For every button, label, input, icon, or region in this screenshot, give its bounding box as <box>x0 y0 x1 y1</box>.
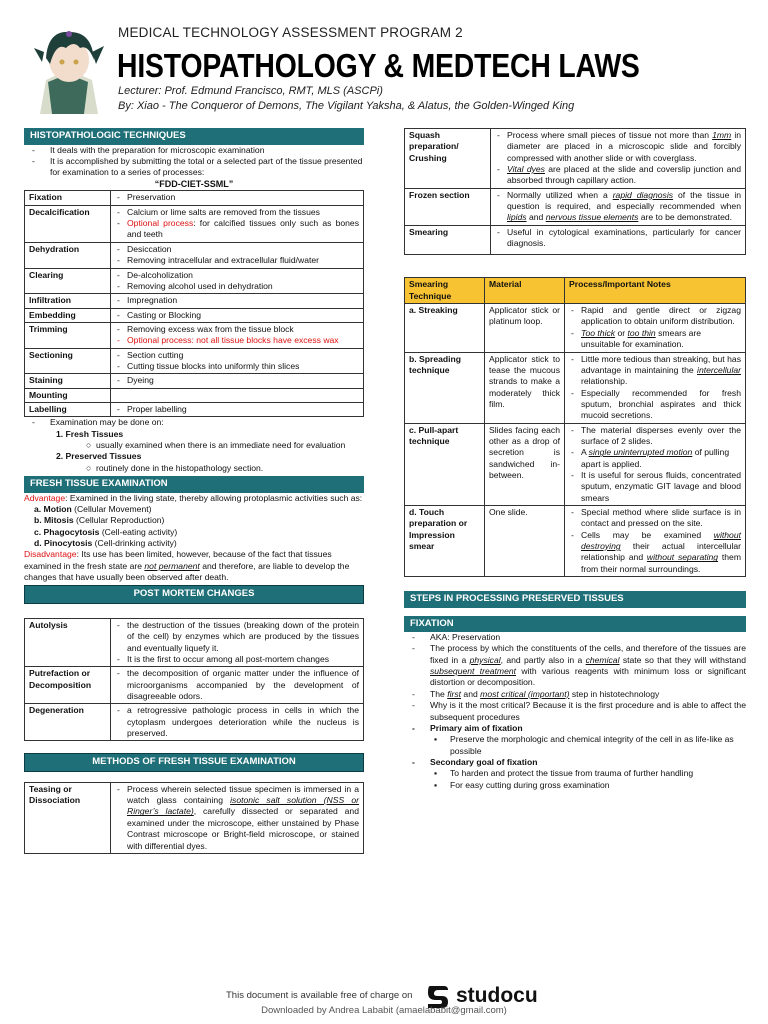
cell: Embedding <box>25 308 111 322</box>
cell <box>111 618 364 666</box>
text: their actual intercellular relationship and <box>581 541 741 563</box>
bullet: - Primary aim of fixation <box>404 723 746 734</box>
note: - Impregnation <box>115 295 359 306</box>
text: state so that they will withstand <box>619 654 746 665</box>
table-row <box>25 374 364 388</box>
examination-list <box>24 417 364 428</box>
text: Preserve the morphologic and chemical integrity of the cell in as life-like as possible <box>450 734 734 756</box>
cell <box>111 322 364 348</box>
text: 1mm <box>712 130 732 140</box>
text: not permanent <box>144 560 200 571</box>
text: rapid diagnosis <box>612 189 674 200</box>
cell: Decalcification <box>25 205 111 242</box>
note: - Especially recommended for fresh sputum, bronchial aspirates and thick mucoid secretions. <box>569 388 741 422</box>
table-row <box>25 294 364 308</box>
text: (Cellular Movement) <box>71 503 152 514</box>
note: - Optional process: not all tissue blocks have excess wax <box>115 335 359 346</box>
square-bullet-icon: ▪ <box>434 779 438 790</box>
list-item <box>24 538 364 549</box>
program-name: MEDICAL TECHNOLOGY ASSESSMENT PROGRAM 2 <box>118 25 463 40</box>
cell: Applicator stick to tease the mucous strands to make a moderately thick film. <box>485 352 565 423</box>
cell: Teasing or Dissociation <box>25 782 111 853</box>
table-row <box>405 129 746 189</box>
cell <box>111 374 364 388</box>
cell: Dehydration <box>25 242 111 268</box>
table-row <box>25 322 364 348</box>
note: - Dyeing <box>115 375 359 386</box>
text: The process by which the constituents of the cells, and therefore of the tissues are fixed in a <box>430 643 746 665</box>
table-row <box>25 268 364 294</box>
cell: a. Streaking <box>405 304 485 352</box>
availability-text: This document is available free of charge on <box>226 990 413 1001</box>
mnemonic: “FDD-CIET-SSML” <box>154 178 234 189</box>
fixation-list <box>404 632 746 734</box>
list-item <box>24 504 364 515</box>
header <box>0 0 768 120</box>
cell <box>111 242 364 268</box>
techniques-bullets <box>24 145 364 179</box>
text: The <box>430 688 448 699</box>
cell: Squash preparation/ Crushing <box>405 129 491 189</box>
cell: Sectioning <box>25 348 111 374</box>
cell: c. Pull-apart technique <box>405 423 485 505</box>
cell <box>111 348 364 374</box>
note: - Cutting tissue blocks into uniformly thin slices <box>115 361 359 372</box>
text: intercellular <box>697 364 741 375</box>
note <box>115 784 359 852</box>
note: - the decomposition of organic matter under the influence of microorganisms accompanied by the development of disagreeable odors. <box>115 668 359 702</box>
note <box>495 164 741 187</box>
table-row <box>25 704 364 741</box>
text: with various reagents with minimum loss or significant distortion or decomposition. <box>430 666 746 688</box>
table-row <box>25 308 364 322</box>
table-row <box>405 423 746 505</box>
note <box>569 530 741 575</box>
text: chemical <box>585 654 620 665</box>
term: a. Motion <box>34 503 72 514</box>
optional-label: Optional process <box>127 218 194 229</box>
table-row <box>25 242 364 268</box>
right-column <box>404 128 746 791</box>
cell <box>565 423 746 505</box>
smearing-table <box>404 277 746 577</box>
text: : Its use has been limited, however, because of the fact that tissues examined in the fresh state are <box>24 549 332 571</box>
note: - Calcium or lime salts are removed from the tissues <box>115 207 359 218</box>
text: step in histotechnology <box>569 688 660 699</box>
cell: d. Touch preparation or Impression smear <box>405 505 485 576</box>
text: Too thick <box>581 327 616 338</box>
note: - Casting or Blocking <box>115 310 359 321</box>
cell <box>111 402 364 416</box>
term: d. Pinocytosis <box>34 537 93 548</box>
column-header: Smearing Technique <box>405 278 485 304</box>
cell <box>111 308 364 322</box>
disadvantage <box>24 549 364 583</box>
text: single uninterrupted motion <box>588 447 693 458</box>
cell <box>111 388 364 402</box>
text: first <box>447 688 462 699</box>
square-bullet-icon: ▪ <box>434 768 438 779</box>
text: Process wherein selected tissue specimen is immersed in a watch glass containing <box>127 783 359 806</box>
note: - Preservation <box>115 192 359 203</box>
section-heading-techniques: HISTOPATHOLOGIC TECHNIQUES <box>24 128 364 145</box>
note: - Removing excess wax from the tissue block <box>115 324 359 335</box>
text: and therefore, are liable to develop the changes that have usually been observed after death. <box>24 560 350 582</box>
table-row <box>405 505 746 576</box>
bullet: - It is accomplished by submitting the total or a selected part of the tissue presented for examination to a series of processes: <box>24 156 364 179</box>
cell <box>111 704 364 741</box>
sub-bullet <box>404 768 746 779</box>
table-row <box>25 348 364 374</box>
bullet: - It deals with the preparation for microscopic examination <box>24 145 364 156</box>
cell: Mounting <box>25 388 111 402</box>
list-item: ○ usually examined when there is an immediate need for evaluation <box>86 439 346 450</box>
text: For easy cutting during gross examination <box>450 779 610 790</box>
cell: Infiltration <box>25 294 111 308</box>
cell: Clearing <box>25 268 111 294</box>
term: c. Phagocytosis <box>34 526 100 537</box>
table-row <box>405 304 746 352</box>
list-item: 2. Preserved Tissues <box>56 451 142 462</box>
methods-table-left <box>24 782 364 854</box>
text: or <box>615 327 628 338</box>
cell: Smearing <box>405 225 491 255</box>
cell: Frozen section <box>405 188 491 225</box>
text: (Cellular Reproduction) <box>73 515 165 526</box>
cell <box>111 294 364 308</box>
text: (Cell-eating activity) <box>99 526 178 537</box>
cell: Applicator stick or platinum loop. <box>485 304 565 352</box>
note <box>569 328 741 351</box>
note <box>569 447 741 470</box>
cell: Autolysis <box>25 618 111 666</box>
table-row <box>25 782 364 853</box>
text: , and partly also in a <box>500 654 586 665</box>
note: - a retrogressive pathologic process in cells in which the cytoplasm undergoes deterioration while the nucleus is preserved. <box>115 705 359 739</box>
note <box>569 354 741 388</box>
note: - Removing alcohol used in dehydration <box>115 281 359 292</box>
cell <box>111 205 364 242</box>
cell <box>491 188 746 225</box>
text: Cells may be examined <box>581 529 714 540</box>
note: - the destruction of the tissues (breaking down of the protein of the cell) by enzymes which are produced by the tissues and eventually liquefy it. <box>115 620 359 654</box>
cell: Putrefaction or Decomposition <box>25 667 111 704</box>
author-line: By: Xiao - The Conqueror of Demons, The Vigilant Yaksha, & Alatus, the Golden-Winged King <box>118 100 575 112</box>
cell: Fixation <box>25 191 111 205</box>
cell <box>111 268 364 294</box>
cell <box>565 304 746 352</box>
note: - Useful in cytological examinations, particularly for cancer diagnosis. <box>495 227 741 250</box>
section-heading-postmortem: POST MORTEM CHANGES <box>24 585 364 604</box>
note: - Rapid and gentle direct or zigzag application to obtain uniform distribution. <box>569 305 741 328</box>
text: relationship. <box>581 376 628 387</box>
document-title: HISTOPATHOLOGY & MEDTECH LAWS <box>117 47 640 84</box>
note <box>495 130 741 164</box>
note: - The material disperses evenly over the surface of 2 slides. <box>569 425 741 448</box>
methods-table-right <box>404 128 746 255</box>
text: are to be demonstrated. <box>638 212 733 223</box>
note: - De-alcoholization <box>115 270 359 281</box>
list-item <box>24 527 364 538</box>
text: and <box>461 688 481 699</box>
list-item: ○ routinely done in the histopathology section. <box>86 462 264 473</box>
text: most critical (important) <box>480 688 570 699</box>
text: (Cell-drinking activity) <box>92 537 177 548</box>
character-avatar-image <box>22 22 114 118</box>
text: in diameter are placed in a microscopic slide and forcibly compressed with another slide or with coverglass. <box>507 130 742 163</box>
section-heading-fixation: FIXATION <box>404 616 746 633</box>
download-notice: Downloaded by Andrea Lababit (amaelababit@gmail.com) <box>261 1005 507 1016</box>
bullet: - Secondary goal of fixation <box>404 757 746 768</box>
cell <box>565 352 746 423</box>
text: routinely done in the histopathology section. <box>95 462 264 473</box>
text: subsequent treatment <box>430 666 517 677</box>
cell: Degeneration <box>25 704 111 741</box>
text: without separating <box>646 552 719 563</box>
column-header: Process/Important Notes <box>565 278 746 304</box>
cell: Slides facing each other as a drop of secretion is sandwiched in-between. <box>485 423 565 505</box>
table-row <box>25 205 364 242</box>
text: of the tissue in question is required, and especially recommended when <box>507 189 742 212</box>
note <box>115 218 359 241</box>
cell: Labelling <box>25 402 111 416</box>
cell: Trimming <box>25 322 111 348</box>
table-row <box>405 225 746 255</box>
advantage-label: Advantage <box>24 492 66 503</box>
text: and <box>526 212 546 223</box>
bullet: - Examination may be done on: <box>24 417 364 428</box>
cell: One slide. <box>485 505 565 576</box>
column-header: Material <box>485 278 565 304</box>
left-column <box>24 128 364 854</box>
table-row <box>25 618 364 666</box>
table-row <box>25 191 364 205</box>
text: without destroying <box>581 529 741 551</box>
techniques-table <box>24 190 364 417</box>
note: - Section cutting <box>115 350 359 361</box>
table-header-row <box>405 278 746 304</box>
cell <box>491 225 746 255</box>
text: lipids <box>507 212 527 223</box>
text: : Examined in the living state, thereby allowing protoplasmic activities such as: <box>65 492 363 503</box>
note: - Proper labelling <box>115 404 359 415</box>
text: , carefully dissected or separated and examined under the microscope, either unstained by Phase Contrast microscope or Bright-field microscope, or stained with differential dyes. <box>127 806 359 851</box>
sub-bullet <box>404 780 746 791</box>
note: - It is the first to occur among all post-mortem changes <box>115 654 359 665</box>
list-item <box>24 515 364 526</box>
section-heading-fresh: FRESH TISSUE EXAMINATION <box>24 476 364 493</box>
note: - It is useful for serous fluids, concentrated sputum, enzymatic GIT lavage and blood smears <box>569 470 741 504</box>
sub-bullet <box>404 734 746 757</box>
text: of pulling apart is applied. <box>581 447 730 469</box>
lecturer-line: Lecturer: Prof. Edmund Francisco, RMT, MLS (ASCPi) <box>118 85 383 97</box>
cell <box>565 505 746 576</box>
text: too thin <box>627 327 656 338</box>
note: - Special method where slide surface is in contact and pressed on the site. <box>569 507 741 530</box>
bullet <box>404 689 746 700</box>
cell <box>111 667 364 704</box>
section-heading-steps: STEPS IN PROCESSING PRESERVED TISSUES <box>404 591 746 608</box>
text: isotonic salt solution (NSS or Ringer’s lactate) <box>127 795 359 817</box>
note: - Removing intracellular and extracellular fluid/water <box>115 255 359 266</box>
cell <box>491 129 746 189</box>
fixation-list-2 <box>404 757 746 768</box>
text: Process where small pieces of tissue not more than <box>507 130 713 140</box>
postmortem-table <box>24 618 364 741</box>
bullet: - Why is it the most critical? Because it is the first procedure and is able to affect the subsequent procedures <box>404 700 746 723</box>
note <box>495 190 741 224</box>
studocu-link[interactable]: studocu <box>456 984 538 1007</box>
note: - Desiccation <box>115 244 359 255</box>
bullet <box>404 643 746 688</box>
table-row <box>25 388 364 402</box>
text: A <box>581 447 589 458</box>
list-item: 1. Fresh Tissues <box>56 428 124 439</box>
text: usually examined when there is an immediate need for evaluation <box>95 439 346 450</box>
table-row <box>405 188 746 225</box>
text: To harden and protect the tissue from trauma of further handling <box>450 768 694 779</box>
table-row <box>25 402 364 416</box>
cell: Staining <box>25 374 111 388</box>
text: : for calcified tissues only such as bones and teeth <box>127 218 359 240</box>
text: smears are unsuitable for examination. <box>581 327 702 350</box>
table-row <box>405 352 746 423</box>
text: Normally utilized when a <box>507 189 613 200</box>
text: them from their normal surroundings. <box>581 552 741 574</box>
text: Little more tedious than streaking, but has advantage in maintaining the <box>581 353 741 375</box>
bullet: - AKA: Preservation <box>404 632 746 643</box>
text: physical <box>469 654 501 665</box>
table-row <box>25 667 364 704</box>
text: nervous tissue elements <box>545 212 639 223</box>
text: Vital dyes <box>507 164 545 175</box>
cell <box>111 782 364 853</box>
text: are placed at the slide and coverslip junction and absorbed through capillary action. <box>507 164 741 186</box>
cell <box>111 191 364 205</box>
advantage <box>24 493 364 504</box>
section-heading-methods: METHODS OF FRESH TISSUE EXAMINATION <box>24 753 364 772</box>
term: b. Mitosis <box>34 515 74 526</box>
cell: b. Spreading technique <box>405 352 485 423</box>
disadvantage-label: Disadvantage <box>24 549 77 560</box>
square-bullet-icon: ▪ <box>434 734 438 745</box>
